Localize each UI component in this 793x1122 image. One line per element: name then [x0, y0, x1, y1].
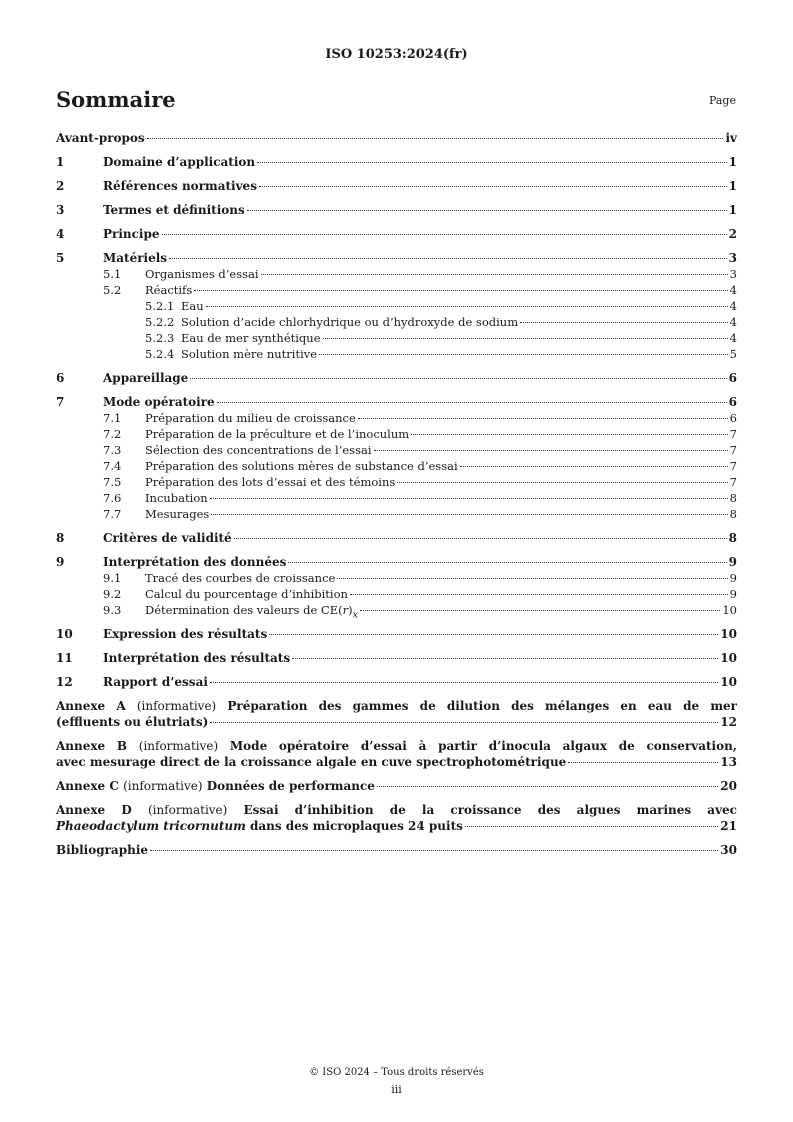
toc-entry-9-1[interactable] — [56, 570, 737, 586]
toc-entry-label: Eau — [181, 299, 204, 313]
toc-entry-label: Interprétation des données — [103, 555, 287, 569]
toc-entry-number: 5.2.3 — [145, 331, 175, 345]
label-part: ) — [348, 603, 353, 617]
dot-leader — [169, 258, 727, 259]
toc-entry-7-5[interactable] — [56, 474, 737, 490]
toc-entry-page: 8 — [728, 531, 737, 545]
dot-leader — [377, 786, 718, 787]
toc-entry-5-2-3[interactable] — [56, 330, 737, 346]
toc-entry-bibliographie[interactable] — [56, 842, 737, 858]
toc-entry-number: 5.1 — [103, 267, 122, 281]
toc-entry-number: 7.5 — [103, 475, 122, 489]
toc-entry-5-2[interactable] — [56, 282, 737, 298]
page-number: iii — [391, 1083, 402, 1096]
toc-entry-label: Solution d’acide chlorhydrique ou d’hydroxyde de sodium — [181, 315, 519, 329]
toc-entry-12[interactable] — [56, 674, 737, 690]
toc-entry-label: Préparation des solutions mères de substance d’essai — [145, 459, 458, 473]
toc-entry-label: Appareillage — [103, 371, 189, 385]
toc-entry-number: 1 — [56, 155, 65, 169]
toc-entry-label: Organismes d’essai — [145, 267, 259, 281]
toc-entry-label: Sélection des concentrations de l’essai — [145, 443, 372, 457]
annex-label: Annexe B — [56, 739, 128, 753]
dot-leader — [162, 234, 727, 235]
toc-entry-label: Principe — [103, 227, 160, 241]
annex-title: Mode opératoire d’essai à partir d’inocula algaux de conservation, — [229, 739, 737, 753]
toc-entry-page: 3 — [728, 251, 737, 265]
toc-entry-page: 1 — [728, 179, 737, 193]
dot-leader — [259, 186, 727, 187]
toc-entry-5-2-4[interactable] — [56, 346, 737, 362]
annex-line-1 — [56, 778, 737, 794]
toc-entry-7-7[interactable] — [56, 506, 737, 522]
dot-leader — [210, 682, 718, 683]
toc-entry-label: Bibliographie — [56, 843, 149, 857]
toc-entry-10[interactable] — [56, 626, 737, 642]
annex-type: (informative) — [138, 739, 219, 753]
toc-entry-number: 6 — [56, 371, 65, 385]
toc-entry-page: 10 — [720, 627, 737, 641]
toc-entry-page: 4 — [729, 299, 737, 313]
toc-entry-page: 8 — [729, 507, 737, 521]
dot-leader — [460, 466, 728, 467]
toc-entry-7[interactable] — [56, 394, 737, 410]
toc-entry-7-1[interactable] — [56, 410, 737, 426]
toc-entry-page: 20 — [720, 779, 737, 793]
toc-entry-number: 9.3 — [103, 603, 122, 617]
toc-entry-number: 2 — [56, 179, 65, 193]
toc-entry-9-3[interactable] — [56, 602, 737, 621]
toc-entry-label: Rapport d’essai — [103, 675, 208, 689]
annex-title-cont — [56, 818, 463, 834]
dot-leader — [206, 306, 728, 307]
annex-line-2 — [56, 754, 737, 770]
dot-leader — [358, 418, 728, 419]
dot-leader — [190, 378, 726, 379]
annex-label: Annexe D — [56, 803, 132, 817]
toc-entry-avant-propos[interactable] — [56, 130, 737, 146]
toc-entry-3[interactable] — [56, 202, 737, 218]
dot-leader — [269, 634, 718, 635]
toc-entry-page: 21 — [720, 819, 737, 833]
toc-entry-page: 13 — [720, 755, 737, 769]
dot-leader — [211, 514, 727, 515]
toc-entry-label: Interprétation des résultats — [103, 651, 291, 665]
toc-entry-page: 6 — [728, 371, 737, 385]
toc-entry-number: 7.4 — [103, 459, 122, 473]
toc-entry-number: 12 — [56, 675, 73, 689]
toc-entry-number: 5.2.1 — [145, 299, 175, 313]
toc-entry-page: 9 — [729, 587, 737, 601]
toc-entry-label: Références normatives — [103, 179, 257, 193]
toc-entry-page: 8 — [729, 491, 737, 505]
toc-entry-label: Avant-propos — [56, 131, 145, 145]
toc-entry-number: 5.2 — [103, 283, 122, 297]
annex-type: (informative) — [123, 779, 203, 793]
annex-title-cont: (effluents ou élutriats) — [56, 715, 209, 729]
annex-title: Préparation des gammes de dilution des mélanges en eau de mer — [227, 699, 738, 713]
toc-entry-page: 10 — [722, 603, 737, 617]
dot-leader — [210, 498, 728, 499]
toc-entry-page: 1 — [728, 155, 737, 169]
toc-entry-number: 9.2 — [103, 587, 122, 601]
dot-leader — [465, 826, 718, 827]
toc-entry-page: 7 — [729, 459, 737, 473]
toc-entry-number: 11 — [56, 651, 73, 665]
species-name: Phaeodactylum tricornutum — [56, 819, 246, 833]
toc-entry-page: 7 — [729, 443, 737, 457]
toc-entry-5[interactable] — [56, 250, 737, 266]
dot-leader — [292, 658, 718, 659]
toc-entry-label: Critères de validité — [103, 531, 232, 545]
toc-entry-9-2[interactable] — [56, 586, 737, 602]
toc-entry-label: Eau de mer synthétique — [181, 331, 321, 345]
page-title: Sommaire — [56, 87, 176, 112]
toc-entry-label: Tracé des courbes de croissance — [145, 571, 336, 585]
label-part: Détermination des valeurs de CE( — [145, 603, 343, 617]
toc-entry-9[interactable] — [56, 554, 737, 570]
dot-leader — [397, 482, 727, 483]
toc-entry-page: 9 — [729, 571, 737, 585]
toc-entry-number: 8 — [56, 531, 65, 545]
annex-line-1 — [56, 802, 737, 818]
toc-entry-number: 7.1 — [103, 411, 122, 425]
toc-entry-label: Réactifs — [145, 283, 193, 297]
toc-entry-number: 4 — [56, 227, 65, 241]
toc-entry-label: Calcul du pourcentage d’inhibition — [145, 587, 348, 601]
copyright-footer: © ISO 2024 – Tous droits réservés — [309, 1067, 484, 1078]
toc-entry-page: iv — [725, 131, 737, 145]
annex-title-rest: dans des microplaques 24 puits — [245, 819, 463, 833]
annex-type: (informative) — [147, 803, 228, 817]
dot-leader — [319, 354, 728, 355]
toc-entry-page: 6 — [728, 395, 737, 409]
toc-entry-8[interactable] — [56, 530, 737, 546]
toc-entry-label: Préparation des lots d’essai et des témoins — [145, 475, 396, 489]
label-subscript-x: x — [352, 609, 359, 621]
toc-entry-7-2[interactable] — [56, 426, 737, 442]
toc-entry-number: 10 — [56, 627, 73, 641]
toc-entry-number: 7.6 — [103, 491, 122, 505]
dot-leader — [247, 210, 727, 211]
toc-entry-page: 10 — [720, 675, 737, 689]
annex-type: (informative) — [136, 699, 217, 713]
toc-entry-7-4[interactable] — [56, 458, 737, 474]
toc-entry-page: 7 — [729, 475, 737, 489]
toc-entry-number: 7.2 — [103, 427, 122, 441]
dot-leader — [520, 322, 728, 323]
toc-entry-number: 5 — [56, 251, 65, 265]
toc-entry-page: 7 — [729, 427, 737, 441]
table-of-contents — [56, 130, 737, 858]
toc-entry-5-2-2[interactable] — [56, 314, 737, 330]
toc-entry-number: 7 — [56, 395, 65, 409]
toc-entry-number: 5.2.4 — [145, 347, 175, 361]
annex-heading — [56, 778, 375, 794]
toc-entry-number: 9 — [56, 555, 65, 569]
toc-entry-page: 2 — [728, 227, 737, 241]
dot-leader — [337, 578, 727, 579]
annex-title-cont: avec mesurage direct de la croissance algale en cuve spectrophotométrique — [56, 755, 567, 769]
annex-line-1 — [56, 738, 737, 754]
dot-leader — [568, 762, 718, 763]
toc-entry-number: 3 — [56, 203, 65, 217]
toc-entry-label: Préparation du milieu de croissance — [145, 411, 356, 425]
dot-leader — [323, 338, 728, 339]
toc-entry-page: 4 — [729, 283, 737, 297]
document-header: ISO 10253:2024(fr) — [325, 47, 468, 62]
toc-entry-4[interactable] — [56, 226, 737, 242]
toc-entry-page: 1 — [728, 203, 737, 217]
toc-entry-11[interactable] — [56, 650, 737, 666]
toc-entry-page: 4 — [729, 315, 737, 329]
toc-entry-6[interactable] — [56, 370, 737, 386]
toc-annex-b[interactable] — [56, 738, 737, 770]
toc-entry-number: 5.2.2 — [145, 315, 175, 329]
toc-entry-label: Solution mère nutritive — [181, 347, 318, 361]
toc-entry-page: 12 — [720, 715, 737, 729]
toc-entry-page: 9 — [728, 555, 737, 569]
dot-leader — [411, 434, 728, 435]
toc-entry-page: 3 — [729, 267, 737, 281]
toc-entry-page: 10 — [720, 651, 737, 665]
dot-leader — [257, 162, 727, 163]
toc-entry-page: 5 — [729, 347, 737, 361]
annex-title: Essai d’inhibition de la croissance des algues marines avec — [243, 803, 737, 817]
dot-leader — [360, 610, 720, 611]
toc-entry-5-1[interactable] — [56, 266, 737, 282]
annex-label: Annexe C — [56, 779, 119, 793]
toc-entry-number: 9.1 — [103, 571, 122, 585]
toc-annex-c[interactable] — [56, 778, 737, 794]
toc-entry-number: 7.3 — [103, 443, 122, 457]
annex-title: Données de performance — [206, 779, 375, 793]
toc-entry-5-2-1[interactable] — [56, 298, 737, 314]
toc-annex-d[interactable] — [56, 802, 737, 834]
dot-leader — [150, 850, 718, 851]
toc-entry-2[interactable] — [56, 178, 737, 194]
toc-entry-label: Incubation — [145, 491, 208, 505]
dot-leader — [194, 290, 727, 291]
annex-line-2 — [56, 714, 737, 730]
annex-line-1 — [56, 698, 737, 714]
dot-leader — [374, 450, 728, 451]
dot-leader — [217, 402, 727, 403]
toc-entry-label: Préparation de la préculture et de l’inoculum — [145, 427, 410, 441]
dot-leader — [210, 722, 718, 723]
toc-entry-label: Mode opératoire — [103, 395, 215, 409]
dot-leader — [288, 562, 726, 563]
dot-leader — [261, 274, 728, 275]
toc-entry-page: 4 — [729, 331, 737, 345]
page-column-label: Page — [708, 94, 736, 107]
annex-line-2 — [56, 818, 737, 834]
toc-entry-label — [145, 602, 358, 623]
dot-leader — [350, 594, 728, 595]
dot-leader — [234, 538, 727, 539]
toc-entry-label: Expression des résultats — [103, 627, 268, 641]
toc-entry-page: 6 — [729, 411, 737, 425]
toc-entry-label: Matériels — [103, 251, 168, 265]
toc-entry-label: Domaine d’application — [103, 155, 256, 169]
toc-entry-label: Mesurages — [145, 507, 210, 521]
toc-entry-number: 7.7 — [103, 507, 122, 521]
toc-entry-7-6[interactable] — [56, 490, 737, 506]
toc-entry-label: Termes et définitions — [103, 203, 245, 217]
toc-entry-1[interactable] — [56, 154, 737, 170]
toc-entry-page: 30 — [720, 843, 737, 857]
toc-entry-7-3[interactable] — [56, 442, 737, 458]
dot-leader — [147, 138, 724, 139]
label-italic-r: r — [342, 603, 349, 617]
toc-annex-a[interactable] — [56, 698, 737, 730]
annex-label: Annexe A — [56, 699, 126, 713]
